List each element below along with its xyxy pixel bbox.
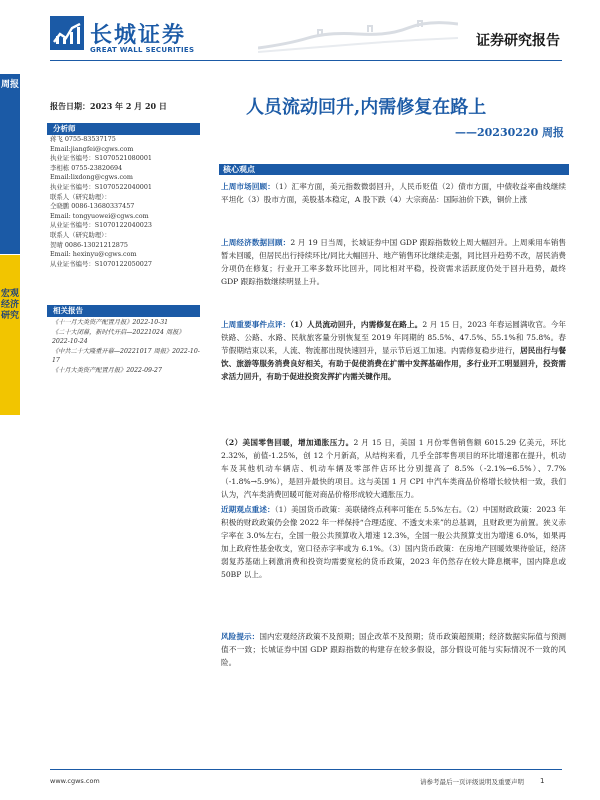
events-point-2-heading: （2）美国零售回暖，增加通胀压力。	[221, 438, 354, 447]
related-reports-list	[52, 318, 202, 376]
company-logo	[50, 16, 250, 64]
events-point-1-emphasis: 居民出行与餐饮、旅游等服务消费良好相关，有助于促使消费在扩需中发挥基础作用，多行业开工明显回升，投资需求活力回升，有助于促进投资发挥扩内需关键作用。	[221, 346, 566, 382]
report-subtitle: ——20230220 周报	[455, 126, 565, 139]
report-date: 报告日期：2023 年 2 月 20 日	[50, 101, 167, 111]
analyst-line: Email:jiangfei@cgws.com	[50, 144, 134, 153]
risk-warning-paragraph	[221, 630, 566, 669]
events-point-2-text: 2 月 15 日，美国 1 月份零售销售额 6015.29 亿美元，环比 2.32%，前值-1.25%，创 12 个月新高，从结构来看，几乎全部零售项目的环比增速都在提升，机动车及其他机动车辆店、机动车辆及零部件店环比分别提高了 8.5%（-2.1%→6.5%）、7.7%（-1.8%→5.9%），是回升最快的项目。这与美国 1 月 CPI 中汽车类商品价格增长较快相一致，我们认为，汽车类消费回暖可能对商品价格形成较大通胀压力。	[221, 438, 566, 500]
great-wall-watermark-icon	[258, 14, 458, 54]
header-divider	[50, 60, 562, 61]
economy-review-text: 2 月 19 日当周，长城证券中国 GDP 跟踪指数较上周大幅回升。上周乘用车销售暂未回暖，但居民出行持续环比/同比大幅回升、地产销售环比继续走强，同比回升趋势不改，居民消费分项仍在修复；行业开工率多数环比回升，同比相对平稳，投资需求活跃度仍处于回升趋势，最终 GDP 跟踪指数继续明显上升。	[221, 238, 567, 287]
analyst-line: 李相栋 0755-23820694	[50, 163, 123, 172]
events-lead: 上周重要事件点评：	[221, 320, 291, 329]
side-tab-blue-band	[0, 134, 20, 254]
footer-website-link[interactable]: www.cgws.com	[50, 777, 100, 785]
analyst-line: 仝晓鹏 0086-13680337457	[50, 202, 135, 211]
events-point-1-heading: （1）人员流动回升，内需修复在路上。	[290, 320, 423, 329]
related-report-link[interactable]: 《二十大闭幕，新时代开启—20221024 周报》2022-10-24	[52, 328, 185, 346]
analyst-line: 贺晴 0086-13021212875	[50, 240, 128, 249]
market-review-lead: 上周市场回顾：	[221, 182, 275, 191]
analyst-line: 从业证书编号：S1070122040023	[50, 221, 152, 230]
risk-warning-text: 国内宏观经济政策不及预期；国企改革不及预期；货币政策超预期；经济数据实际值与预测值不一致；长城证券中国 GDP 跟踪指数的构建存在较多假设，部分假设可能与实际情况不一致的风险。	[221, 632, 566, 668]
analyst-line: 蒋飞 0755-83537175	[50, 135, 116, 143]
related-report-link[interactable]: 《十月大类资产配置月报》2022-09-27	[52, 366, 162, 374]
analyst-line: Email:lixdong@cgws.com	[50, 173, 133, 182]
analyst-line: Email: tongyuowei@cgws.com	[50, 211, 149, 220]
economy-review-lead: 上周经济数据回顾：	[221, 238, 291, 247]
events-paragraph-1	[221, 318, 566, 383]
policy-views-text: （1）美国货币政策：美联储终点利率可能在 5.5%左右。（2）中国财政政策：2023 年积极的财政政策仍会像 2022 年一样保持“合理适度、不透支未来”的总基调，且财政更为前置。狭义赤字率在 3.0%左右，全国一般公共预算收入增速 12.3%，全国一般公共预算支出为增速 6.0%，如果再加上政府性基金收支，宽口径赤字率或为 6.1%。（3）国内货币政策：在房地产回暖效果待验证，经济弱复苏基础上刺激消费和投资均需要宽松的货币政策，2023 年仍然存在较大降息概率，国内降息或 50BP 以上。	[221, 505, 566, 580]
analyst-line: 联系人（研究助理）：	[50, 230, 111, 239]
footer-divider	[50, 769, 562, 770]
report-title: 人员流动回升,内需修复在路上	[246, 97, 487, 118]
page-number: 1	[540, 777, 545, 785]
analyst-line: 执业证书编号：S1070521080001	[50, 154, 152, 163]
analyst-line: 联系人（研究助理）：	[50, 192, 111, 201]
logo-english-name: GREAT WALL SECURITIES	[90, 46, 195, 54]
analyst-line: 执业证书编号：S1070522040001	[50, 182, 152, 191]
core-view-header: 核心观点	[219, 164, 569, 175]
footer-disclaimer-note: 请参考最后一页评级说明及重要声明	[420, 778, 524, 786]
analyst-list	[50, 135, 200, 269]
great-wall-logo-icon	[50, 16, 84, 50]
economy-review-paragraph	[221, 236, 566, 288]
policy-views-paragraph	[221, 503, 566, 582]
market-review-text: （1）汇率方面，美元指数微弱回升，人民币贬值（2）债市方面，中债收益率曲线继续平坦化（3）股市方面，美股基本稳定，A 股下跌（4）大宗商品：国际油价下跌，铜价上涨	[221, 182, 566, 205]
events-paragraph-2	[221, 436, 566, 501]
analyst-section-header: 分析师	[50, 123, 200, 135]
logo-chinese-name: 长城证券	[90, 23, 187, 48]
market-review-paragraph	[221, 180, 566, 206]
analyst-line: 从业证书编号：S1070122050027	[50, 259, 152, 268]
related-report-link[interactable]: 《中共二十大隆重开幕—20221017 周报》2022-10-17	[52, 347, 200, 365]
related-report-link[interactable]: 《十一月大类资产配置月报》2022-10-31	[52, 319, 169, 326]
report-type-label: 证券研究报告	[476, 33, 560, 49]
side-tab-macro-research: 宏观经济研究	[0, 255, 20, 415]
related-reports-header: 相关报告	[50, 305, 200, 317]
analyst-line: Email: hexinyu@cgws.com	[50, 250, 137, 259]
side-tab-weekly: 周报	[0, 74, 20, 134]
policy-views-lead: 近期观点重述：	[221, 505, 275, 514]
events-point-1-text: 2 月 15 日，2023 年春运圆满收官。今年铁路、公路、水路、民航旅客量分别恢复至 2019 年同期的 85.5%、47.5%、55.1%和 75.8%。春节假期结束以来，人流、物流都出现快速回升，显示节后返工加速。内需修复稳步进行，	[221, 320, 566, 356]
risk-warning-lead: 风险提示：	[221, 632, 260, 641]
